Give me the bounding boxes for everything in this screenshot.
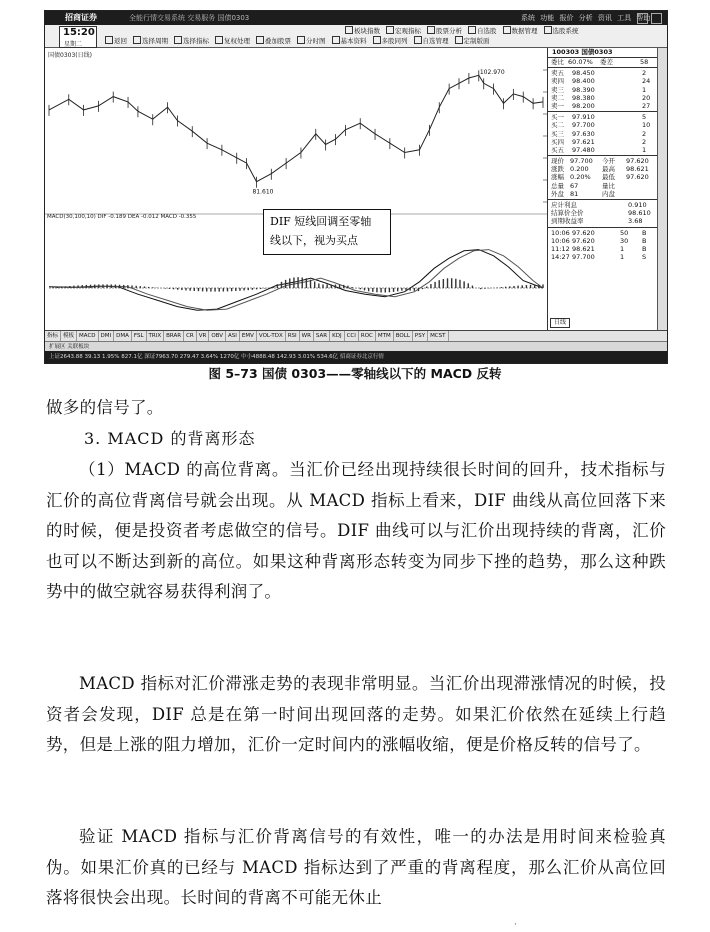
toolbar-icon — [544, 26, 552, 34]
toolbar-icon — [332, 36, 340, 44]
committee-label-2: 委差 — [600, 58, 613, 66]
close-icon[interactable] — [651, 13, 662, 24]
level-label: 卖三 — [551, 85, 564, 94]
low-label: 81.610 — [252, 188, 274, 196]
level-price: 98.390 — [572, 85, 595, 94]
tick-volume: 1 — [620, 253, 625, 262]
level-volume: 1 — [642, 145, 647, 154]
section-heading: 3. MACD 的背离形态 — [84, 429, 256, 448]
toolbar-icon — [455, 36, 463, 44]
indicator-tab[interactable]: OBV — [209, 331, 226, 342]
indicator-tab[interactable]: TRIX — [147, 331, 165, 342]
toolbar-button[interactable] — [373, 36, 408, 46]
level-price: 98.200 — [572, 101, 595, 110]
tick-volume: 50 — [620, 228, 629, 237]
quote-row — [548, 138, 658, 146]
bond-info — [548, 201, 658, 226]
paragraph-2: MACD 指标对汇价滞涨走势的表现非常明显。当汇价出现滞涨情况的时候，投资者会发现，DIF 总是在第一时间出现回落的走势。如果汇价依然在延续上行趋势，但是上涨的阻力增加，汇价一定时间内的涨幅收缩，便是价格反转的信号了。 — [46, 674, 666, 754]
dea-line — [59, 250, 543, 311]
level-label: 买三 — [551, 129, 564, 138]
stat-label: 现价 — [551, 157, 564, 166]
minimize-icon[interactable] — [637, 13, 648, 24]
window-subtitle: 全能行情交易系统 交易服务 国债0303 — [129, 14, 250, 22]
toolbar-icon — [386, 26, 394, 34]
quote-row — [548, 237, 658, 245]
indicator-tab[interactable]: KDJ — [330, 331, 344, 342]
annotation-line-1: DIF 短线回调至零轴 — [270, 215, 372, 228]
bond-label: 结算价全价 — [551, 209, 584, 218]
toolbar-icon — [133, 36, 141, 44]
toolbar-button-label: 基本资料 — [340, 37, 367, 45]
toolbar-button[interactable] — [468, 26, 497, 36]
window-titlebar — [45, 11, 667, 25]
level-volume: 5 — [642, 113, 647, 122]
ask-levels — [548, 69, 658, 110]
tick-volume: 1 — [620, 244, 625, 253]
high-label: 102.970 — [479, 69, 505, 76]
indicator-tab[interactable]: DMA — [114, 331, 132, 342]
indicator-tab[interactable]: DMI — [99, 331, 115, 342]
quote-row — [548, 182, 658, 190]
quote-row — [548, 173, 658, 181]
figure-caption: 图 5–73 国债 0303——零轴线以下的 MACD 反转 — [208, 366, 502, 381]
annotation-line-2: 线以下，视为买点 — [270, 234, 358, 247]
paragraph-1: （1）MACD 的高位背离。当汇价已经出现持续很长时间的回升，技术指标与汇价的高位背离信号就会出现。从 MACD 指标上看来，DIF 曲线从高位回落下来的时候，便是投资者考虑做空的信号。DIF 曲线可以与汇价出现持续的背离，汇价也可以不断达到新的高位。如果这种背离形态转变为同步下挫的趋势，那么这种跌势中的做空就容易获得利润了。 — [46, 460, 666, 601]
stat-label: 外盘 — [551, 189, 564, 198]
committee-value: 60.07% — [568, 58, 593, 66]
toolbar-button[interactable] — [332, 36, 367, 46]
annotation-box — [263, 209, 391, 255]
level-label: 卖一 — [551, 101, 564, 110]
toolbar-button-label: 叠加股票 — [265, 37, 291, 45]
indicator-tab[interactable]: ROC — [359, 331, 376, 342]
quote-panel — [547, 48, 658, 330]
level-price: 97.910 — [572, 113, 595, 122]
level-price: 97.630 — [572, 129, 595, 138]
quote-row — [548, 77, 658, 85]
toolbar-icon — [215, 36, 223, 44]
quote-row — [548, 130, 658, 138]
stat-value: 97.700 — [570, 157, 593, 166]
toolbar-icon — [297, 36, 305, 44]
toolbar-row-top — [345, 26, 585, 36]
indicator-tab[interactable]: VOL-TDX — [257, 331, 286, 342]
level-label: 卖二 — [551, 93, 564, 102]
toolbar-button-label: 板块指数 — [354, 27, 380, 35]
toolbar-button[interactable] — [174, 36, 209, 46]
toolbar-button-label: 返回 — [114, 37, 127, 45]
tick-price: 97.620 — [572, 236, 595, 245]
level-price: 97.700 — [572, 121, 595, 130]
bond-label: 到期收益率 — [551, 217, 584, 226]
toolbar-icon — [256, 36, 264, 44]
toolbar-button-label: 分时图 — [306, 37, 326, 45]
toolbar-button-label: 自选股 — [477, 27, 497, 35]
toolbar-icon — [468, 26, 476, 34]
quote-stats — [548, 157, 658, 198]
toolbar-button-label: 选择周期 — [142, 37, 168, 45]
toolbar-button-label: 股票分析 — [436, 27, 462, 35]
level-volume: 2 — [642, 69, 647, 78]
toolbar-button-label: 自选管理 — [422, 37, 449, 45]
level-price: 98.380 — [572, 93, 595, 102]
bid-levels — [548, 113, 658, 154]
toolbar-button[interactable] — [345, 26, 380, 36]
committee-value-2: 58 — [640, 58, 649, 66]
indicator-tab[interactable]: BRAR — [164, 331, 184, 342]
stat-value: 67 — [570, 181, 579, 190]
level-volume: 10 — [642, 121, 651, 130]
committee-row — [548, 58, 658, 66]
tick-time: 11:12 — [551, 244, 570, 253]
committee-label: 委比 — [551, 58, 564, 66]
toolbar-icon — [174, 36, 182, 44]
paragraph-3: 验证 MACD 指标与汇价背离信号的有效性，唯一的办法是用时间来检验真伪。如果汇价真的已经与 MACD 指标达到了严重的背离程度，那么汇价从高位回落将很快会出现。长时间的背离不可能无休止 — [46, 827, 666, 907]
bond-value: 3.68 — [628, 217, 643, 226]
tick-side: B — [642, 244, 647, 253]
toolbar-button[interactable] — [297, 36, 326, 46]
toolbar-button[interactable] — [256, 36, 291, 46]
instrument-label: 国债0303(日线) — [48, 52, 92, 59]
stat-label: 最低 — [602, 173, 615, 182]
quote-row — [548, 69, 658, 77]
toolbar-button-label: 宏观指标 — [395, 27, 421, 35]
indicator-tab[interactable]: MACD — [77, 331, 99, 342]
tick-volume: 30 — [620, 236, 629, 245]
paragraph-continuation: 做多的信号了。 — [46, 398, 164, 417]
vertical-scrollbar[interactable] — [657, 48, 668, 330]
macd-header: MACD(30,100,10) DIF -0.189 DEA -0.012 MACD -0.355 — [47, 214, 197, 220]
price-and-macd-chart — [45, 48, 547, 330]
page-mark: · — [514, 920, 517, 930]
toolbar-icon — [427, 26, 435, 34]
level-label: 买二 — [551, 121, 564, 130]
level-volume: 24 — [642, 77, 651, 86]
level-label: 买一 — [551, 113, 564, 122]
quote-row — [548, 245, 658, 253]
level-label: 卖四 — [551, 77, 564, 86]
brand-name: 招商证券 — [65, 13, 97, 22]
price-line — [49, 75, 543, 181]
tick-side: B — [642, 228, 647, 237]
toolbar-button[interactable] — [427, 26, 462, 36]
indicator-tab[interactable]: WR — [300, 331, 314, 342]
period-label[interactable]: 日线 — [550, 318, 570, 328]
stat-label: 涨幅 — [551, 173, 564, 182]
level-price: 97.480 — [572, 145, 595, 154]
indicator-tab[interactable]: CCI — [345, 331, 359, 342]
toolbar-button[interactable] — [455, 36, 490, 46]
quote-row — [548, 94, 658, 102]
menu-bar[interactable]: 系统 功能 报价 分析 资讯 工具 帮助 — [521, 14, 651, 22]
tick-price: 97.620 — [572, 228, 595, 237]
clock-time: 15:20 — [63, 27, 95, 38]
extension-tabs[interactable]: 扩展区 关联板块 — [45, 341, 668, 352]
quote-row — [548, 113, 658, 121]
clock-day: 星期二 — [64, 41, 83, 48]
toolbar-button-label: 定制版面 — [463, 37, 490, 45]
level-price: 98.400 — [572, 77, 595, 86]
toolbar-button[interactable] — [105, 36, 127, 46]
quote-row — [548, 229, 658, 237]
toolbar-button-label: 选择指标 — [183, 37, 209, 45]
stat-value: 98.621 — [626, 165, 649, 174]
clock-widget — [59, 26, 97, 48]
level-price: 97.621 — [572, 137, 595, 146]
toolbar-button-label: 数据管理 — [511, 27, 538, 35]
stat-value: 97.620 — [626, 173, 649, 182]
quote-row — [548, 121, 658, 129]
bond-label: 应计利息 — [551, 201, 577, 209]
stat-value: 0.200 — [570, 165, 589, 174]
level-volume: 2 — [642, 129, 647, 138]
indicator-tab[interactable]: RSI — [286, 331, 300, 342]
tick-time: 14:27 — [551, 253, 570, 262]
indicator-tab[interactable]: VR — [197, 331, 210, 342]
toolbar-icon — [345, 26, 353, 34]
toolbar-button[interactable] — [215, 36, 250, 46]
indicator-tab[interactable]: ASI — [226, 331, 240, 342]
quote-row — [548, 217, 658, 225]
trading-software-screenshot — [44, 10, 668, 364]
dif-line — [49, 250, 543, 311]
quote-row — [548, 190, 658, 198]
toolbar-button[interactable] — [503, 26, 538, 36]
level-volume: 20 — [642, 93, 651, 102]
stat-value: 0.20% — [570, 173, 591, 182]
bond-value: 98.610 — [628, 209, 651, 218]
toolbar-icon — [373, 36, 381, 44]
indicator-tab[interactable]: 模板 — [61, 331, 77, 342]
indicator-tab[interactable]: PSY — [413, 331, 428, 342]
level-label: 买四 — [551, 137, 564, 146]
divider — [548, 111, 658, 112]
market-statusbar: 上证2643.88 39.13 1.95% 827.1亿 深证7963.70 279.47 3.64% 1270亿 中小4888.48 142.93 3.01% 534.6亿 招商证券北京行情 — [45, 351, 668, 363]
stat-label: 今开 — [602, 157, 615, 166]
indicator-tab[interactable]: SAR — [314, 331, 330, 342]
toolbar-button-label: 多股同列 — [381, 37, 408, 45]
quote-row — [548, 102, 658, 110]
tick-list — [548, 229, 658, 262]
divider — [548, 199, 658, 200]
stat-label: 涨跌 — [551, 165, 564, 174]
quote-header: 100303 国债0303 — [548, 48, 658, 58]
quote-row — [548, 201, 658, 209]
quote-row — [548, 253, 658, 261]
stat-value: 81 — [570, 189, 579, 198]
indicator-tab[interactable]: 指标 — [45, 331, 61, 342]
indicator-tab[interactable]: FSL — [132, 331, 147, 342]
toolbar-row-bottom — [105, 36, 496, 46]
chart-area[interactable] — [45, 48, 547, 330]
level-label: 买五 — [551, 145, 564, 154]
stat-label: 量比 — [602, 181, 615, 190]
quote-row — [548, 146, 658, 154]
level-volume: 2 — [642, 137, 647, 146]
indicator-tab[interactable]: CR — [184, 331, 197, 342]
level-price: 98.450 — [572, 69, 595, 78]
toolbar-button[interactable] — [544, 26, 579, 36]
tick-side: S — [642, 253, 647, 262]
stat-label: 内盘 — [602, 189, 615, 198]
tick-price: 98.621 — [572, 244, 595, 253]
toolbar — [45, 25, 667, 48]
stat-label: 最高 — [602, 165, 615, 174]
toolbar-button-label: 选股系统 — [552, 27, 579, 35]
toolbar-button[interactable] — [414, 36, 449, 46]
tick-time: 10:06 — [551, 236, 570, 245]
stat-value: 97.620 — [626, 157, 649, 166]
indicator-tab[interactable]: BOLL — [394, 331, 413, 342]
toolbar-button[interactable] — [133, 36, 168, 46]
bond-value: 0.910 — [628, 201, 647, 209]
divider — [548, 227, 658, 228]
toolbar-icon — [503, 26, 511, 34]
toolbar-button-label: 复权处理 — [224, 37, 250, 45]
toolbar-icon — [414, 36, 422, 44]
tick-side: B — [642, 236, 647, 245]
level-volume: 27 — [642, 101, 651, 110]
divider — [548, 67, 658, 68]
tick-time: 10:06 — [551, 228, 570, 237]
indicator-tab[interactable]: MCST — [428, 331, 448, 342]
level-label: 卖五 — [551, 69, 564, 78]
toolbar-button[interactable] — [386, 26, 421, 36]
divider — [548, 155, 658, 156]
tick-price: 97.700 — [572, 253, 595, 262]
quote-row — [548, 86, 658, 94]
toolbar-icon — [105, 36, 113, 44]
level-volume: 1 — [642, 85, 647, 94]
stat-label: 总量 — [551, 181, 564, 190]
indicator-tab[interactable]: MTM — [376, 331, 394, 342]
indicator-tab[interactable]: EMV — [240, 331, 257, 342]
